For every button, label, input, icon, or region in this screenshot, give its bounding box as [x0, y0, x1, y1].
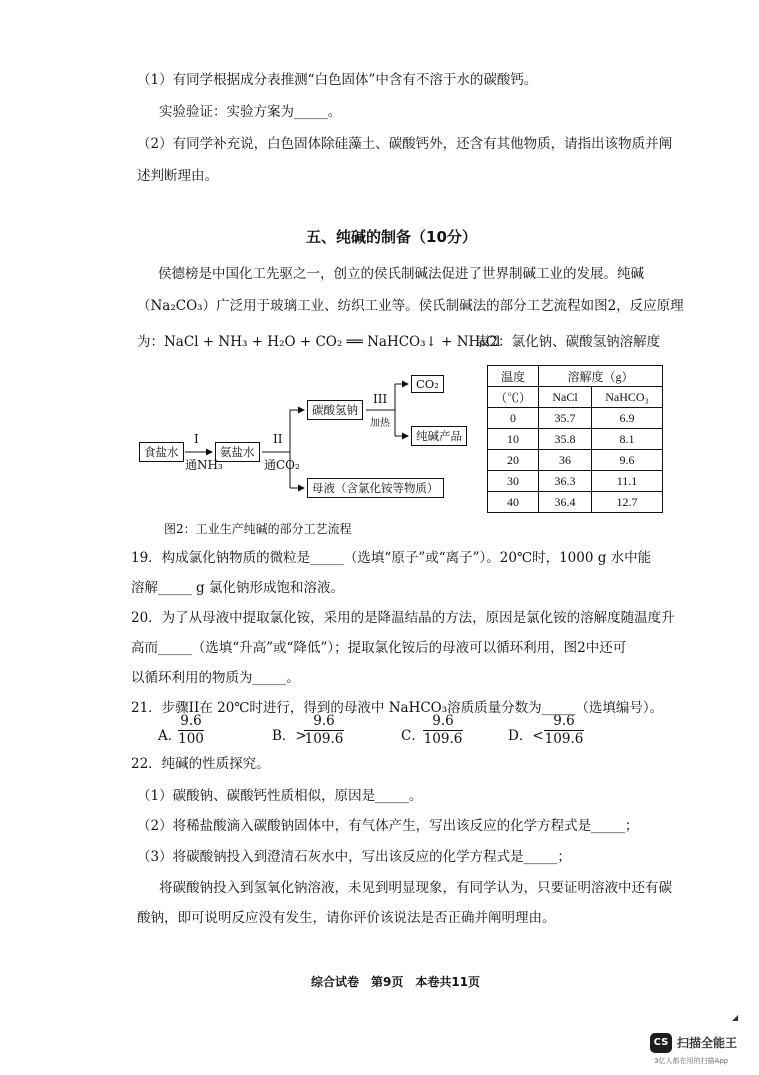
table-cell: 36.4: [539, 492, 592, 513]
q19-line2: 溶解_____ g 氯化钠形成饱和溶液。: [131, 580, 344, 596]
figure-caption: 图2：工业生产纯碱的部分工艺流程: [164, 522, 352, 536]
q21-option-d-fraction: [544, 713, 584, 748]
table-cell: 8.1: [592, 429, 663, 450]
fraction-denominator: 109.6: [423, 731, 463, 747]
q20-line3: 以循环利用的物质为_____。: [131, 670, 300, 686]
table-cell: 11.1: [592, 471, 663, 492]
flow-soda-box: 纯碱产品: [411, 426, 467, 446]
table-header-nacl: NaCl: [539, 387, 592, 408]
q22-part4-line1: 将碳酸钠投入到氢氧化钠溶液，未见到明显现象，有同学认为，只要证明溶液中还有碳: [159, 880, 672, 896]
intro-line1: 侯德榜是中国化工先驱之一，创立的侯氏制碱法促进了世界制碱工业的发展。纯碱: [158, 266, 644, 282]
solubility-table: [487, 365, 663, 513]
flow-step1: I: [194, 432, 199, 446]
flow-ammonia-brine-box: 氨盐水: [215, 442, 260, 462]
q21-line1: 21．步骤II在 20℃时进行，得到的母液中 NaHCO₃溶质质量分数为_____（选填编号）。: [131, 700, 664, 716]
table-cell: 35.8: [539, 429, 592, 450]
flow-cond1: 通NH₃: [185, 458, 223, 472]
q1-verify: 实验验证：实验方案为_____。: [159, 104, 342, 120]
intro-line2: （Na₂CO₃）广泛用于玻璃工业、纺织工业等。侯氏制碱法的部分工艺流程如图2，反应原理: [137, 298, 684, 314]
q1-text: （1）有同学根据成分表推测“白色固体”中含有不溶于水的碳酸钙。: [137, 72, 538, 88]
flow-brine-box: 食盐水: [139, 442, 184, 462]
q19-line1: 19．构成氯化钠物质的微粒是_____（选填“原子”或“离子”）。20℃时，1000 g 水中能: [131, 550, 652, 566]
scanner-brand: 扫描全能王: [677, 1036, 738, 1050]
fraction-denominator: 109.6: [544, 731, 584, 747]
table-row: [488, 471, 663, 492]
table-row: [488, 450, 663, 471]
table-cell: 9.6: [592, 450, 663, 471]
table-header-temp-unit: （℃）: [488, 387, 539, 408]
q20-line2: 高而_____（选填“升高”或“降低”）；提取氯化铵后的母液可以循环利用，图2中还可: [131, 640, 627, 656]
table-cell: 40: [488, 492, 539, 513]
table-row: [488, 429, 663, 450]
flow-mother-liquor-box: 母液（含氯化铵等物质）: [307, 478, 444, 498]
q21-option-b-fraction: [304, 713, 344, 748]
table-cell: 36: [539, 450, 592, 471]
fraction-numerator: 9.6: [313, 713, 335, 729]
q22-part2: （2）将稀盐酸滴入碳酸钠固体中，有气体产生，写出该反应的化学方程式是_____；: [137, 818, 639, 834]
flow-co2-box: CO₂: [411, 375, 444, 393]
corner-mark-icon: ◢: [732, 1013, 739, 1022]
table-cell: 10: [488, 429, 539, 450]
fraction-numerator: 9.6: [432, 713, 454, 729]
q2-line1: （2）有同学补充说，白色固体除硅藻土、碳酸钙外，还含有其他物质，请指出该物质并阐: [137, 136, 673, 152]
table-cell: 36.3: [539, 471, 592, 492]
fraction-numerator: 9.6: [180, 713, 202, 729]
table-cell: 20: [488, 450, 539, 471]
table-caption: 表2：氯化钠、碳酸氢钠溶解度: [476, 334, 661, 350]
q22-title: 22．纯碱的性质探究。: [131, 756, 270, 772]
flow-cond2: 通CO₂: [264, 458, 300, 472]
fraction-numerator: 9.6: [553, 713, 575, 729]
q21-option-a-label: A．: [158, 728, 182, 744]
q21-option-c-fraction: [423, 713, 463, 748]
table-row: [488, 492, 663, 513]
scanner-logo-icon: CS: [650, 1033, 672, 1053]
q22-part3: （3）将碳酸钠投入到澄清石灰水中，写出该反应的化学方程式是_____；: [137, 849, 571, 865]
table-cell: 0: [488, 408, 539, 429]
fraction-denominator: 100: [178, 731, 204, 747]
table-header-solubility: 溶解度（g）: [539, 366, 663, 387]
flow-step3: III: [373, 392, 388, 406]
table-cell: 12.7: [592, 492, 663, 513]
section-title: 五、纯碱的制备（10分）: [306, 228, 477, 246]
table-row: [488, 408, 663, 429]
flow-bicarbonate-box: 碳酸氢钠: [307, 400, 363, 420]
table-header-temp: 温度: [488, 366, 539, 387]
scanner-slogan: 3亿人都在用的扫描App: [654, 1057, 729, 1065]
q21-option-c-label: C．: [401, 728, 425, 744]
q20-line1: 20．为了从母液中提取氯化铵，采用的是降温结晶的方法，原因是氯化铵的溶解度随温度升: [131, 610, 675, 626]
page-footer: 综合试卷 第9页 本卷共11页: [311, 975, 481, 989]
q2-line2: 述判断理由。: [137, 168, 218, 184]
table-cell: 30: [488, 471, 539, 492]
q21-option-b-label: B．>: [272, 728, 307, 744]
q21-option-d-label: D．<: [508, 728, 544, 744]
reaction-equation: 为：NaCl + NH₃ + H₂O + CO₂ ══ NaHCO₃↓ + NH₄Cl: [137, 334, 501, 350]
table-cell: 6.9: [592, 408, 663, 429]
q22-part1: （1）碳酸钠、碳酸钙性质相似，原因是_____。: [137, 788, 423, 804]
flow-step2: II: [273, 432, 283, 446]
table-cell: 35.7: [539, 408, 592, 429]
flow-cond3: 加热: [370, 418, 390, 429]
fraction-denominator: 109.6: [304, 731, 344, 747]
q22-part4-line2: 酸钠，即可说明反应没有发生，请你评价该说法是否正确并阐明理由。: [137, 910, 556, 926]
table-header-nahco3: NaHCO₃: [592, 387, 663, 408]
q21-option-a-fraction: [178, 713, 204, 748]
